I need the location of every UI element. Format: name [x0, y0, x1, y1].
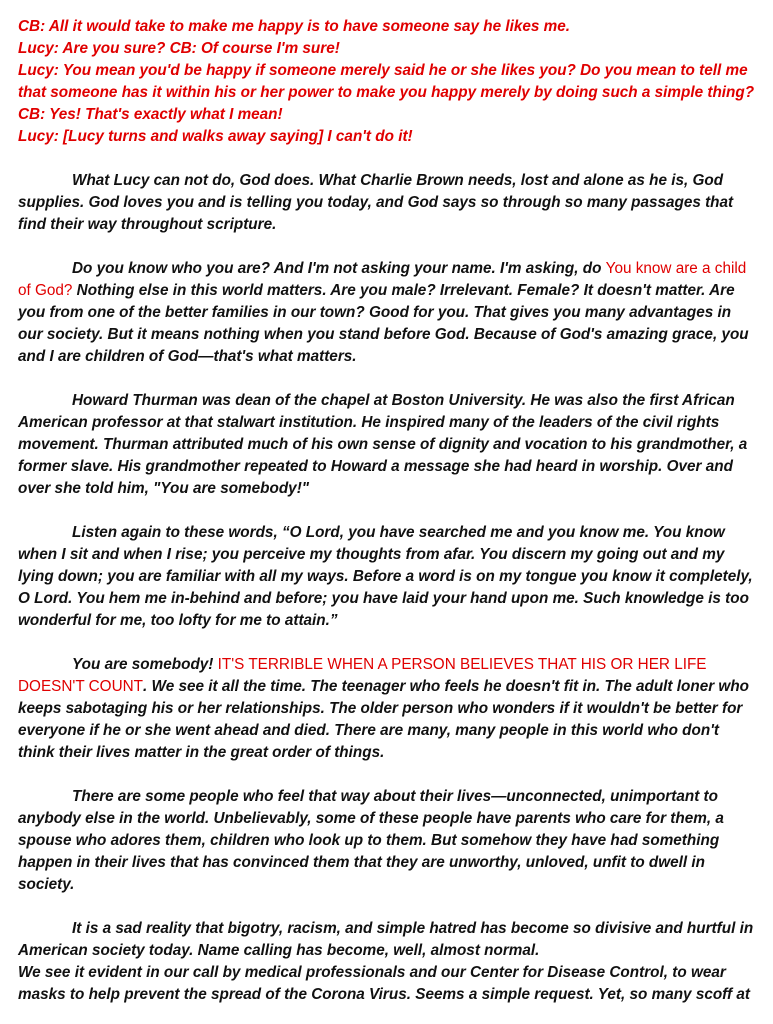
paragraph-psalm-quote: Listen again to these words, “O Lord, you have searched me and you know me. You know when I sit and when I rise; you perceive my thoughts from afar. You discern my going out and my lying down; you are familiar with all my ways. Before a word is on my tongue you know it completely, O Lord. You hem me in-behind and before; you have laid your hand upon me. Such knowledge is too wonderful for me, too lofty for me to attain.”	[18, 524, 753, 629]
paragraph-who-you-are	[18, 258, 758, 368]
paragraph-who-you-are-rest: Nothing else in this world matters. Are you male? Irrelevant. Female? It doesn't matter. Are you from one of the better families in our town? Good for you. That gives you many advantages in our society. But it means nothing when you stand before God. Because of God's amazing grace, you and I are children of God—that's what matters.	[18, 282, 749, 365]
highlight-child-of-god: You know are a child of God?	[18, 260, 747, 299]
dialogue-line-cb-yes: CB: Yes! That's exactly what I mean!	[18, 106, 283, 123]
document-body	[18, 16, 758, 1006]
paragraph-you-are-somebody	[18, 654, 758, 764]
paragraph-who-you-are-intro: Do you know who you are? And I'm not asking your name. I'm asking, do	[72, 260, 606, 277]
paragraph-howard-thurman: Howard Thurman was dean of the chapel at Boston University. He was also the first African American professor at that stalwart institution. He inspired many of the leaders of the civil rights movement. Thurman attributed much of his own sense of dignity and vocation to his grandmother, a former slave. His grandmother repeated to Howard a message she had heard in worship. Over and over she told him, "You are somebody!"	[18, 392, 748, 497]
dialogue-line-lucy-cant: Lucy: [Lucy turns and walks away saying] I can't do it!	[18, 128, 413, 145]
paragraph-unconnected: There are some people who feel that way about their lives—unconnected, unimportant to anybody else in the world. Unbelievably, some of these people have parents who care for them, a spouse who adores them, children who look up to them. But somehow they have had something happen in their lives that has convinced them that they are unworthy, unloved, unfit to dwell in society.	[18, 788, 724, 893]
paragraph-you-are-somebody-intro: You are somebody!	[72, 656, 218, 673]
paragraph-bigotry: It is a sad reality that bigotry, racism, and simple hatred has become so divisive and hurtful in American society today. Name calling has become, well, almost normal.	[18, 920, 754, 959]
dialogue-line-cb-happy: CB: All it would take to make me happy is to have someone say he likes me.	[18, 18, 570, 35]
paragraph-you-are-somebody-rest: . We see it all the time. The teenager who feels he doesn't fit in. The adult loner who keeps sabotaging his or her relationships. The older person who wonders if it wouldn't be better for everyone if he or she went ahead and died. There are many, many people in this world who don't think their lives matter in the great order of things.	[18, 678, 750, 761]
dialogue-line-lucy-sure: Lucy: Are you sure? CB: Of course I'm sure!	[18, 40, 340, 57]
highlight-life-doesnt-count: IT'S TERRIBLE WHEN A PERSON BELIEVES THAT HIS OR HER LIFE DOESN'T COUNT	[18, 656, 707, 695]
dialogue-line-lucy-mean: Lucy: You mean you'd be happy if someone merely said he or she likes you? Do you mean to tell me that someone has it within his or her power to make you happy merely by doing such a simple thing?	[18, 62, 755, 101]
paragraph-lucy-cannot: What Lucy can not do, God does. What Charlie Brown needs, lost and alone as he is, God supplies. God loves you and is telling you today, and God says so through so many passages that find their way throughout scripture.	[18, 172, 734, 233]
paragraph-masks: We see it evident in our call by medical professionals and our Center for Disease Control, to wear masks to help prevent the spread of the Corona Virus. Seems a simple request. Yet, so many scoff at	[18, 964, 750, 1003]
